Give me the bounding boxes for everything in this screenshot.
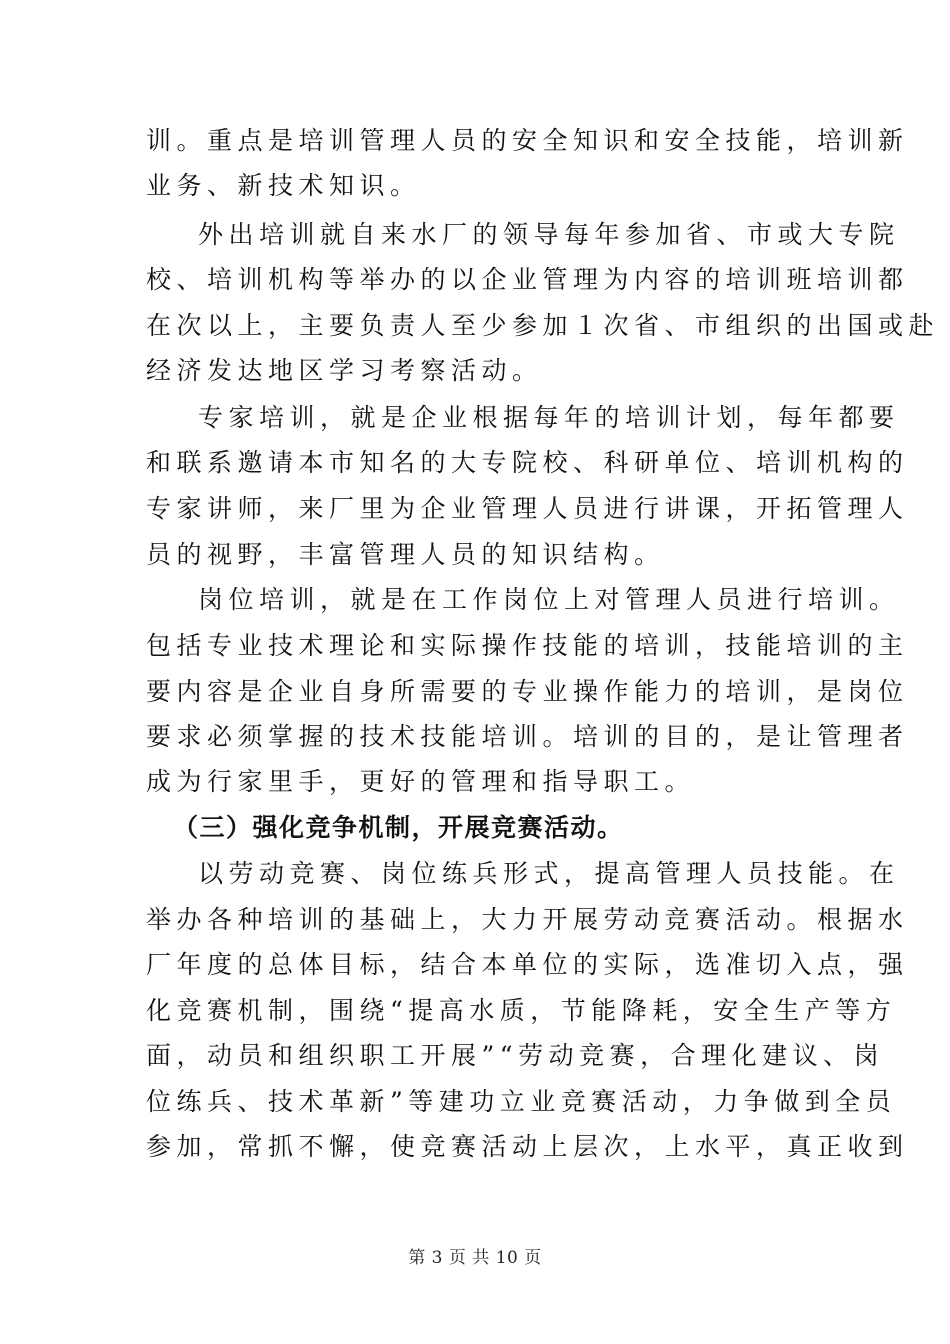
text-line: 举办各种培训的基础上，大力开展劳动竞赛活动。根据水: [146, 905, 909, 934]
text-line: 要求必须掌握的技术技能培训。培训的目的，是让管理者: [146, 722, 909, 751]
page-number-footer: 第 3 页 共 10 页: [408, 1248, 542, 1268]
text-line: 以劳动竞赛、岗位练兵形式，提高管理人员技能。在: [198, 859, 900, 888]
text-line: 厂年度的总体目标，结合本单位的实际，选准切入点，强: [146, 950, 909, 979]
text-line: 和联系邀请本市知名的大专院校、科研单位、培训机构的: [146, 448, 909, 477]
text-line: 面，动员和组织职工开展”“劳动竞赛，合理化建议、岗: [146, 1041, 885, 1070]
text-line: 经济发达地区学习考察活动。: [146, 356, 543, 385]
text-line: 外出培训就自来水厂的领导每年参加省、市或大专院: [198, 220, 900, 249]
text-line: 专家培训，就是企业根据每年的培训计划，每年都要: [198, 403, 900, 432]
text-line: 成为行家里手，更好的管理和指导职工。: [146, 767, 696, 796]
text-line: 训。重点是培训管理人员的安全知识和安全技能，培训新: [146, 126, 909, 155]
text-line: 化竞赛机制，围绕“提高水质，节能降耗，安全生产等方: [146, 996, 897, 1025]
text-line: 岗位培训，就是在工作岗位上对管理人员进行培训。: [198, 585, 900, 614]
text-line: 员的视野，丰富管理人员的知识结构。: [146, 540, 665, 569]
text-line: 参加，常抓不懈，使竞赛活动上层次，上水平，真正收到: [146, 1132, 909, 1161]
text-line: 业务、新技术知识。: [146, 171, 421, 200]
text-line: 在次以上，主要负责人至少参加１次省、市组织的出国或赴: [146, 311, 940, 340]
text-line: 位练兵、技术革新”等建功立业竞赛活动，力争做到全员: [146, 1087, 897, 1116]
text-line: 包括专业技术理论和实际操作技能的培训，技能培训的主: [146, 631, 909, 660]
text-line: 校、培训机构等举办的以企业管理为内容的培训班培训都: [146, 265, 909, 294]
text-line: 要内容是企业自身所需要的专业操作能力的培训，是岗位: [146, 677, 909, 706]
text-line: 专家讲师，来厂里为企业管理人员进行讲课，开拓管理人: [146, 494, 909, 523]
section-heading: （三）强化竞争机制，开展竞赛活动。: [173, 813, 624, 842]
